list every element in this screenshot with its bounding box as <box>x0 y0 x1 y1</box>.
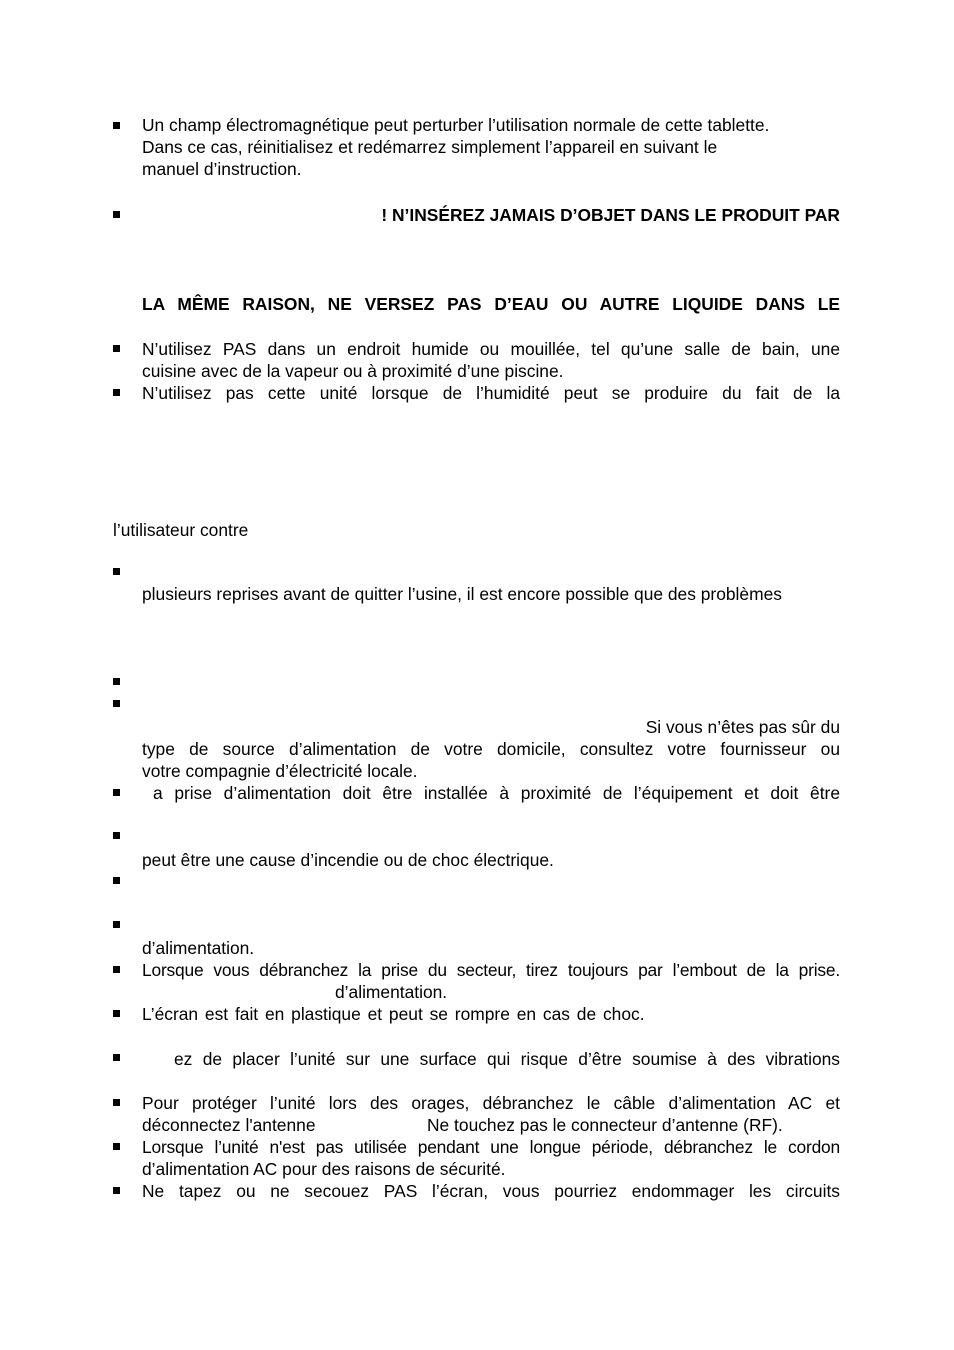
bullet <box>113 789 120 796</box>
bullet <box>113 1143 120 1150</box>
text-line: Ne touchez pas le connecteur d’antenne (RF). <box>427 1115 783 1135</box>
text-line: d’alimentation AC pour des raisons de sécurité. <box>142 1159 506 1179</box>
bullet <box>113 678 120 685</box>
text-line: Un champ électromagnétique peut perturber l’utilisation normale de cette tablette. <box>142 115 770 135</box>
text-line: l’utilisateur contre <box>113 520 249 540</box>
text-line: a prise d’alimentation doit être installée à proximité de l’équipement et doit être <box>153 783 840 803</box>
text-line: peut être une cause d’incendie ou de choc électrique. <box>142 850 554 870</box>
text-line: Pour protéger l’unité lors des orages, débranchez le câble d’alimentation AC et <box>142 1093 840 1113</box>
bullet <box>113 211 120 218</box>
text-line: L’écran est fait en plastique et peut se rompre en cas de choc. <box>142 1004 645 1024</box>
text-line: déconnectez l'antenne <box>142 1115 316 1135</box>
text-line: d’alimentation. <box>142 938 255 958</box>
text-line: Ne tapez ou ne secouez PAS l’écran, vous pourriez endommager les circuits <box>142 1181 840 1201</box>
text-line: Si vous n’êtes pas sûr du <box>645 717 840 737</box>
text-line: type de source d’alimentation de votre domicile, consultez votre fournisseur ou <box>142 739 840 759</box>
bullet <box>113 877 120 884</box>
bullet <box>113 1187 120 1194</box>
bullet <box>113 1010 120 1017</box>
bullet <box>113 921 120 928</box>
text-line: votre compagnie d’électricité locale. <box>142 761 418 781</box>
bullet <box>113 345 120 352</box>
text-line: Lorsque l’unité n'est pas utilisée pendant une longue période, débranchez le cordon <box>142 1137 840 1157</box>
bullet <box>113 568 120 575</box>
bullet <box>113 966 120 973</box>
text-line: ez de placer l’unité sur une surface qui risque d’être soumise à des vibrations <box>174 1049 840 1069</box>
bullet <box>113 1054 120 1061</box>
warning-heading: ! N’INSÉREZ JAMAIS D’OBJET DANS LE PRODUIT PAR <box>381 205 840 225</box>
warning-heading: LA MÊME RAISON, NE VERSEZ PAS D’EAU OU AUTRE LIQUIDE DANS LE <box>142 294 840 314</box>
text-line: plusieurs reprises avant de quitter l’usine, il est encore possible que des problèmes <box>142 584 782 604</box>
text-line: N’utilisez pas cette unité lorsque de l’humidité peut se produire du fait de la <box>142 383 840 403</box>
bullet <box>113 832 120 839</box>
bullet <box>113 1099 120 1106</box>
text-line: d’alimentation. <box>335 982 448 1002</box>
text-line: Dans ce cas, réinitialisez et redémarrez simplement l’appareil en suivant le <box>142 137 718 157</box>
text-line: N’utilisez PAS dans un endroit humide ou mouillée, tel qu’une salle de bain, une <box>142 339 840 359</box>
text-line: manuel d’instruction. <box>142 159 302 179</box>
bullet <box>113 389 120 396</box>
text-line: Lorsque vous débranchez la prise du secteur, tirez toujours par l’embout de la prise. <box>142 960 840 980</box>
bullet <box>113 700 120 707</box>
text-line: cuisine avec de la vapeur ou à proximité d’une piscine. <box>142 361 564 381</box>
bullet <box>113 122 120 129</box>
